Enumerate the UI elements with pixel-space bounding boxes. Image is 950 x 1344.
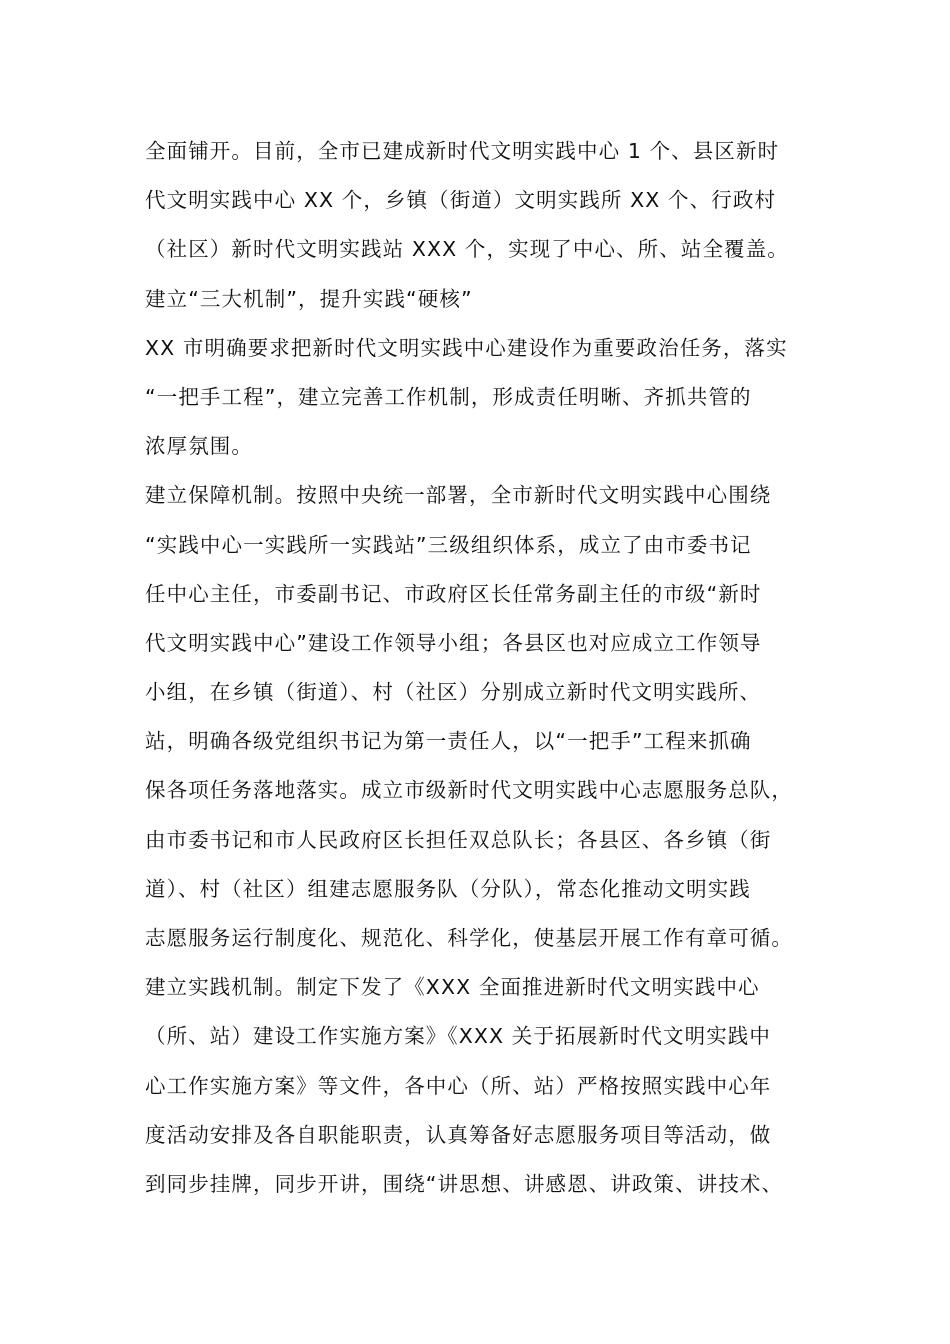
- text-line: （所、站）建设工作实施方案》《XXX 关于拓展新时代文明实践中: [145, 1024, 771, 1049]
- text-line: 建立实践机制。制定下发了《XXX 全面推进新时代文明实践中心: [145, 975, 760, 1000]
- text-line: （社区）新时代文明实践站 XXX 个，实现了中心、所、站全覆盖。: [145, 237, 789, 262]
- text-line: 度活动安排及各自职能职责，认真筹备好志愿服务项目等活动，做: [145, 1122, 772, 1147]
- text-line: XX 市明确要求把新时代文明实践中心建设作为重要政治任务，落实: [145, 335, 788, 360]
- section-heading: 建立“三大机制”，提升实践“硬核”: [145, 286, 473, 311]
- text-line: 浓厚氛围。: [145, 434, 253, 459]
- body-text: [145, 127, 835, 1209]
- text-line: 保各项任务落地落实。成立市级新时代文明实践中心志愿服务总队，: [145, 778, 793, 803]
- text-line: 代文明实践中心”建设工作领导小组；各县区也对应成立工作领导: [145, 630, 762, 655]
- text-line: 志愿服务运行制度化、规范化、科学化，使基层开展工作有章可循。: [145, 926, 793, 950]
- text-line: 由市委书记和市人民政府区长担任双总队长；各县区、各乡镇（街: [145, 827, 772, 852]
- text-line: 小组，在乡镇（街道）、村（社区）分别成立新时代文明实践所、: [145, 680, 762, 705]
- text-line: 站，明确各级党组织书记为第一责任人，以“一把手”工程来抓确: [145, 729, 752, 754]
- text-line: 全面铺开。目前，全市已建成新时代文明实践中心 1 个、县区新时: [145, 139, 780, 163]
- text-line: 代文明实践中心 XX 个，乡镇（街道）文明实践所 XX 个、行政村: [145, 188, 777, 213]
- text-line: 心工作实施方案》等文件，各中心（所、站）严格按照实践中心年: [145, 1073, 772, 1098]
- text-line: “一把手工程”，建立完善工作机制，形成责任明晰、齐抓共管的: [145, 384, 752, 409]
- text-line: 到同步挂牌，同步开讲，围绕“讲思想、讲感恩、讲政策、讲技术、: [145, 1171, 784, 1196]
- text-line: “实践中心一实践所一实践站”三级组织体系，成立了由市委书记: [145, 532, 752, 557]
- text-line: 道）、村（社区）组建志愿服务队（分队），常态化推动文明实践: [145, 876, 751, 901]
- text-line: 建立保障机制。按照中央统一部署，全市新时代文明实践中心围绕: [145, 483, 772, 508]
- text-line: 任中心主任，市委副书记、市政府区长任常务副主任的市级“新时: [145, 581, 762, 606]
